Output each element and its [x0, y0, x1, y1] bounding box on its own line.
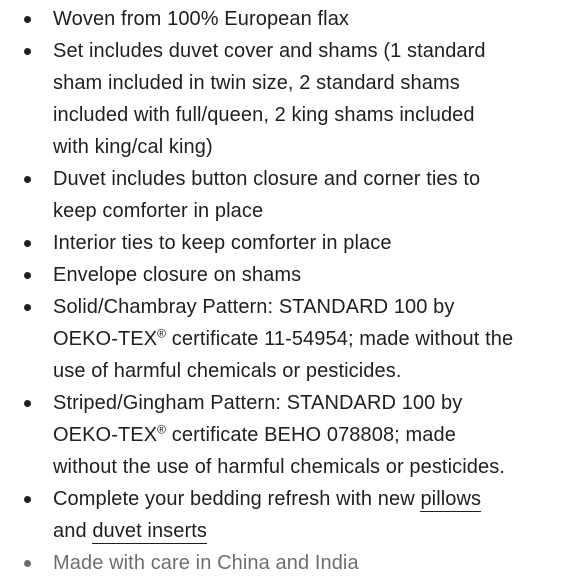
list-item-text: Solid/Chambray Pattern: STANDARD 100 by: [53, 296, 455, 318]
refresh-text: Complete your bedding refresh with new: [53, 488, 421, 510]
and-text: and: [53, 520, 93, 542]
bullet-icon: [24, 16, 31, 23]
list-item-interior-ties: [0, 227, 580, 259]
list-item-duvet-closure: [0, 163, 580, 227]
list-item-text: [53, 515, 580, 547]
list-item-text: Striped/Gingham Pattern: STANDARD 100 by: [53, 392, 463, 414]
list-item-text: Interior ties to keep comforter in place: [53, 232, 392, 254]
list-item-text: without the use of harmful chemicals or pesticides.: [53, 456, 505, 478]
pillows-link[interactable]: pillows: [420, 488, 482, 510]
list-item-text: with king/cal king): [53, 136, 213, 158]
list-item-text: use of harmful chemicals or pesticides.: [53, 360, 402, 382]
list-item-text: Envelope closure on shams: [53, 264, 302, 286]
list-item-text: [53, 323, 580, 355]
certificate-text: certificate BEHO 078808; made: [166, 424, 456, 446]
list-item-envelope-closure: [0, 259, 580, 291]
list-item-solid-chambray-cert: [0, 291, 580, 387]
registered-mark: ®: [157, 326, 167, 341]
list-item-text: [53, 483, 580, 515]
bullet-icon: [24, 560, 31, 567]
certificate-text: certificate 11-54954; made without the: [166, 328, 514, 350]
list-item-made-in: [0, 547, 580, 579]
bullet-icon: [24, 304, 31, 311]
list-item-text: Duvet includes button closure and corner ties to: [53, 168, 481, 190]
list-item-text: keep comforter in place: [53, 200, 264, 222]
list-item-text: sham included in twin size, 2 standard shams: [53, 72, 460, 94]
brand-text: OEKO-TEX: [53, 328, 158, 350]
list-item-set-includes: [0, 35, 580, 163]
bullet-icon: [24, 400, 31, 407]
bullet-icon: [24, 272, 31, 279]
brand-text: OEKO-TEX: [53, 424, 158, 446]
bullet-icon: [24, 496, 31, 503]
bullet-icon: [24, 240, 31, 247]
list-item-bedding-refresh: [0, 483, 580, 547]
list-item-text: [53, 419, 580, 451]
list-item-striped-gingham-cert: [0, 387, 580, 483]
list-item-text: included with full/queen, 2 king shams included: [53, 104, 475, 126]
list-item-text: Made with care in China and India: [53, 552, 359, 574]
registered-mark: ®: [157, 422, 167, 437]
bullet-icon: [24, 48, 31, 55]
bullet-icon: [24, 176, 31, 183]
list-item-text: Woven from 100% European flax: [53, 8, 350, 30]
list-item-text: Set includes duvet cover and shams (1 standard: [53, 40, 486, 62]
duvet-inserts-link[interactable]: duvet inserts: [92, 520, 208, 542]
list-item-flax: [0, 3, 580, 35]
